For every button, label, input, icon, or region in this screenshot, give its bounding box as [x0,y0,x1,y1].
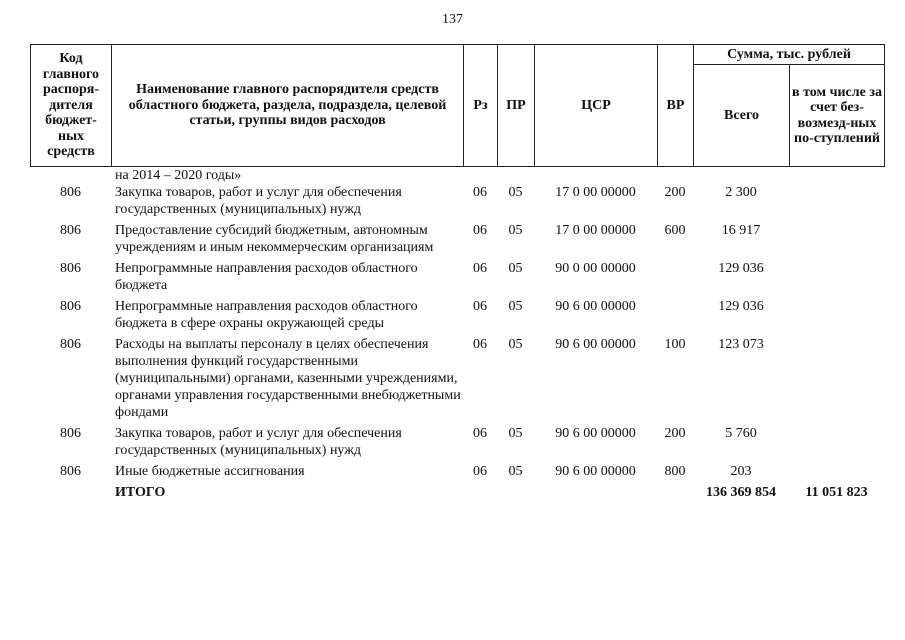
table-row [30,336,884,425]
cell-total: 129 036 [718,299,764,314]
table-row [30,260,884,298]
cell-code: 806 [60,426,81,441]
cell-code: 806 [60,337,81,352]
cell-name: Закупка товаров, работ и услуг для обеспечения государственных (муниципальных) нужд [115,426,402,458]
cell-vr: 100 [664,337,686,352]
cell-csr: 90 6 00 00000 [555,299,636,314]
cell-name: Предоставление субсидий бюджетным, автономным учреждениям и иным некоммерческим организациям [115,223,434,255]
header-csr: ЦСР [535,45,658,167]
cell-total: 123 073 [718,337,764,352]
cell-pr: 05 [508,185,523,200]
cell-grants [789,184,884,222]
cell-pr: 05 [508,426,523,441]
page-number: 137 [442,12,463,27]
cell-grants [789,222,884,260]
cell-csr: 90 6 00 00000 [555,337,636,352]
header-total: Всего [694,65,790,167]
cell-pr: 05 [508,337,523,352]
cell-pr: 05 [508,299,523,314]
cell-vr: 200 [664,426,686,441]
cell-csr: 90 0 00 00000 [555,261,636,276]
cell-code: 806 [60,261,81,276]
cell-vr [657,260,693,298]
cell-code: 806 [60,299,81,314]
cell-grants [789,463,884,484]
header-vr: ВР [658,45,694,167]
cell-csr: 17 0 00 00000 [555,223,636,238]
cell-vr [657,298,693,336]
table-header [30,44,885,167]
cell-vr: 200 [664,185,686,200]
cell-grants [789,298,884,336]
cell-rz: 06 [473,185,487,200]
cell-total: 5 760 [725,426,757,441]
cell-vr: 600 [664,223,686,238]
cell-total: 203 [730,464,752,479]
cell-grants [789,425,884,463]
cell-csr: 90 6 00 00000 [555,464,636,479]
header-grants: в том числе за счет без-возмезд-ных по-ступлений [790,65,885,167]
cell-name: Непрограммные направления расходов областного бюджета в сфере охраны окружающей среды [115,299,418,331]
cell-pr: 05 [508,464,523,479]
cell-code: 806 [60,185,81,200]
cell-total: 16 917 [721,223,761,238]
cell-code: 806 [60,223,81,238]
cell-rz: 06 [473,464,487,479]
cell-rz: 06 [473,261,487,276]
cell-csr: 17 0 00 00000 [555,185,636,200]
header-pr: ПР [498,45,535,167]
header-rz: Рз [464,45,498,167]
continuation-text: на 2014 – 2020 годы» [115,168,242,183]
cell-rz: 06 [473,337,487,352]
cell-rz: 06 [473,223,487,238]
cell-total: 2 300 [725,185,757,200]
cell-name: Иные бюджетные ассигнования [115,464,305,479]
cell-grants [789,260,884,298]
cell-rz: 06 [473,299,487,314]
totals-total: 136 369 854 [706,485,776,500]
cell-name: Расходы на выплаты персоналу в целях обеспечения выполнения функций государственными (муниципальными) органами, казенными учреждениями, органами управления государственными внебюджетными фондами [115,337,461,420]
totals-grants: 11 051 823 [805,485,868,500]
cell-total: 129 036 [718,261,764,276]
cell-name: Непрограммные направления расходов областного бюджета [115,261,418,293]
cell-csr: 90 6 00 00000 [555,426,636,441]
header-sum-group: Сумма, тыс. рублей [694,45,885,65]
cell-name: Закупка товаров, работ и услуг для обеспечения государственных (муниципальных) нужд [115,185,402,217]
header-name: Наименование главного распорядителя средств областного бюджета, раздела, подраздела, целевой статьи, группы видов расходов [112,45,464,167]
table-row [30,463,884,484]
cell-grants [789,336,884,425]
cell-code: 806 [60,464,81,479]
table-row [30,425,884,463]
cell-pr: 05 [508,261,523,276]
cell-vr: 800 [664,464,686,479]
totals-row [30,484,884,501]
cell-pr: 05 [508,223,523,238]
table-row [30,298,884,336]
cell-rz: 06 [473,426,487,441]
totals-label: ИТОГО [115,485,166,500]
table-body [30,167,884,501]
table-row [30,222,884,260]
table-row [30,184,884,222]
header-code: Код главного распоря-дителя бюджет-ных средств [31,45,112,167]
